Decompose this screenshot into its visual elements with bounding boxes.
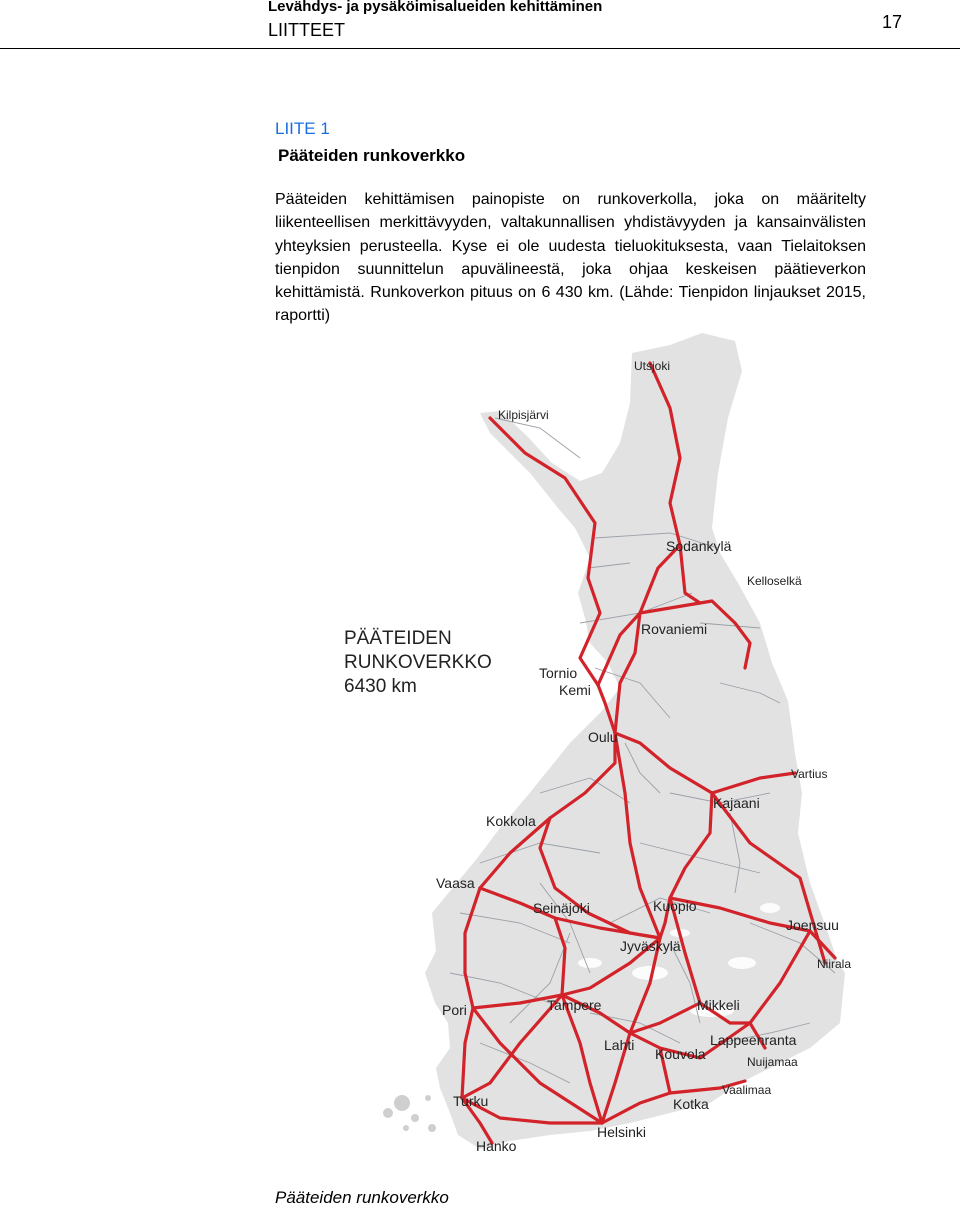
city-label-vaalimaa: Vaalimaa bbox=[722, 1083, 772, 1097]
city-label-lahti: Lahti bbox=[604, 1037, 635, 1053]
city-label-kokkola: Kokkola bbox=[486, 813, 536, 829]
map-caption: Pääteiden runkoverkko bbox=[275, 1188, 449, 1207]
city-label-niirala: Niirala bbox=[817, 957, 852, 971]
appendix-paragraph: Pääteiden kehittämisen painopiste on runkoverkolla, joka on määritelty liikenteellisen merkittävyyden, valtakunnallisen yhdistävyyden ja kansainvälisten yhteyksien perusteella. Kyse ei ole uudesta tieluokituksesta, vaan Tielaitoksen tienpidon suunnittelun apuvälineestä, joka ohjaa keskeisen päätieverkon kehittämistä. Runkoverkon pituus on 6 430 km. (Lähde: Tienpidon linjaukset 2015, raportti) bbox=[275, 191, 866, 325]
city-label-tornio: Tornio bbox=[539, 665, 578, 681]
appendix-title: Pääteiden runkoverkko bbox=[278, 146, 466, 165]
city-label-pori: Pori bbox=[442, 1002, 467, 1018]
city-label-tampere: Tampere bbox=[547, 997, 602, 1013]
map-title-line-1: PÄÄTEIDEN bbox=[344, 628, 452, 649]
city-label-rovaniemi: Rovaniemi bbox=[641, 621, 708, 637]
city-label-joensuu: Joensuu bbox=[786, 917, 839, 933]
city-label-oulu: Oulu bbox=[588, 729, 618, 745]
city-label-vaasa: Vaasa bbox=[436, 875, 475, 891]
city-label-kelloselka: Kelloselkä bbox=[747, 574, 802, 588]
map-title-line-2: RUNKOVERKKO bbox=[344, 652, 492, 673]
city-label-hanko: Hanko bbox=[476, 1138, 517, 1154]
finland-map-svg bbox=[340, 323, 860, 1165]
city-label-kotka: Kotka bbox=[673, 1096, 709, 1112]
city-label-mikkeli: Mikkeli bbox=[697, 997, 740, 1013]
city-label-lappeenranta: Lappeenranta bbox=[710, 1032, 797, 1048]
city-label-seinajoki: Seinäjoki bbox=[533, 900, 590, 916]
running-header-title: Levähdys- ja pysäköimisalueiden kehittäminen bbox=[268, 0, 603, 15]
city-label-kuopio: Kuopio bbox=[653, 898, 697, 914]
city-label-vartius: Vartius bbox=[791, 767, 828, 781]
city-label-turku: Turku bbox=[453, 1093, 489, 1109]
city-label-kemi: Kemi bbox=[559, 682, 591, 698]
running-header-section: LIITTEET bbox=[268, 20, 346, 40]
map-title-line-3: 6430 km bbox=[344, 676, 417, 697]
road-network-map bbox=[340, 323, 860, 1165]
city-label-nuijamaa: Nuijamaa bbox=[747, 1055, 798, 1069]
city-label-helsinki: Helsinki bbox=[597, 1124, 647, 1140]
city-label-kouvola: Kouvola bbox=[655, 1046, 706, 1062]
city-label-jyvaskyla: Jyväskylä bbox=[620, 938, 681, 954]
page-number: 17 bbox=[881, 12, 902, 32]
archipelago bbox=[383, 1095, 436, 1132]
appendix-label: LIITE 1 bbox=[275, 119, 330, 138]
city-label-sodankyla: Sodankylä bbox=[666, 538, 732, 554]
city-label-kilpisjarvi: Kilpisjärvi bbox=[498, 408, 549, 422]
city-label-utsjoki: Utsjoki bbox=[634, 359, 671, 373]
city-label-kajaani: Kajaani bbox=[713, 795, 760, 811]
header-divider bbox=[0, 48, 960, 49]
